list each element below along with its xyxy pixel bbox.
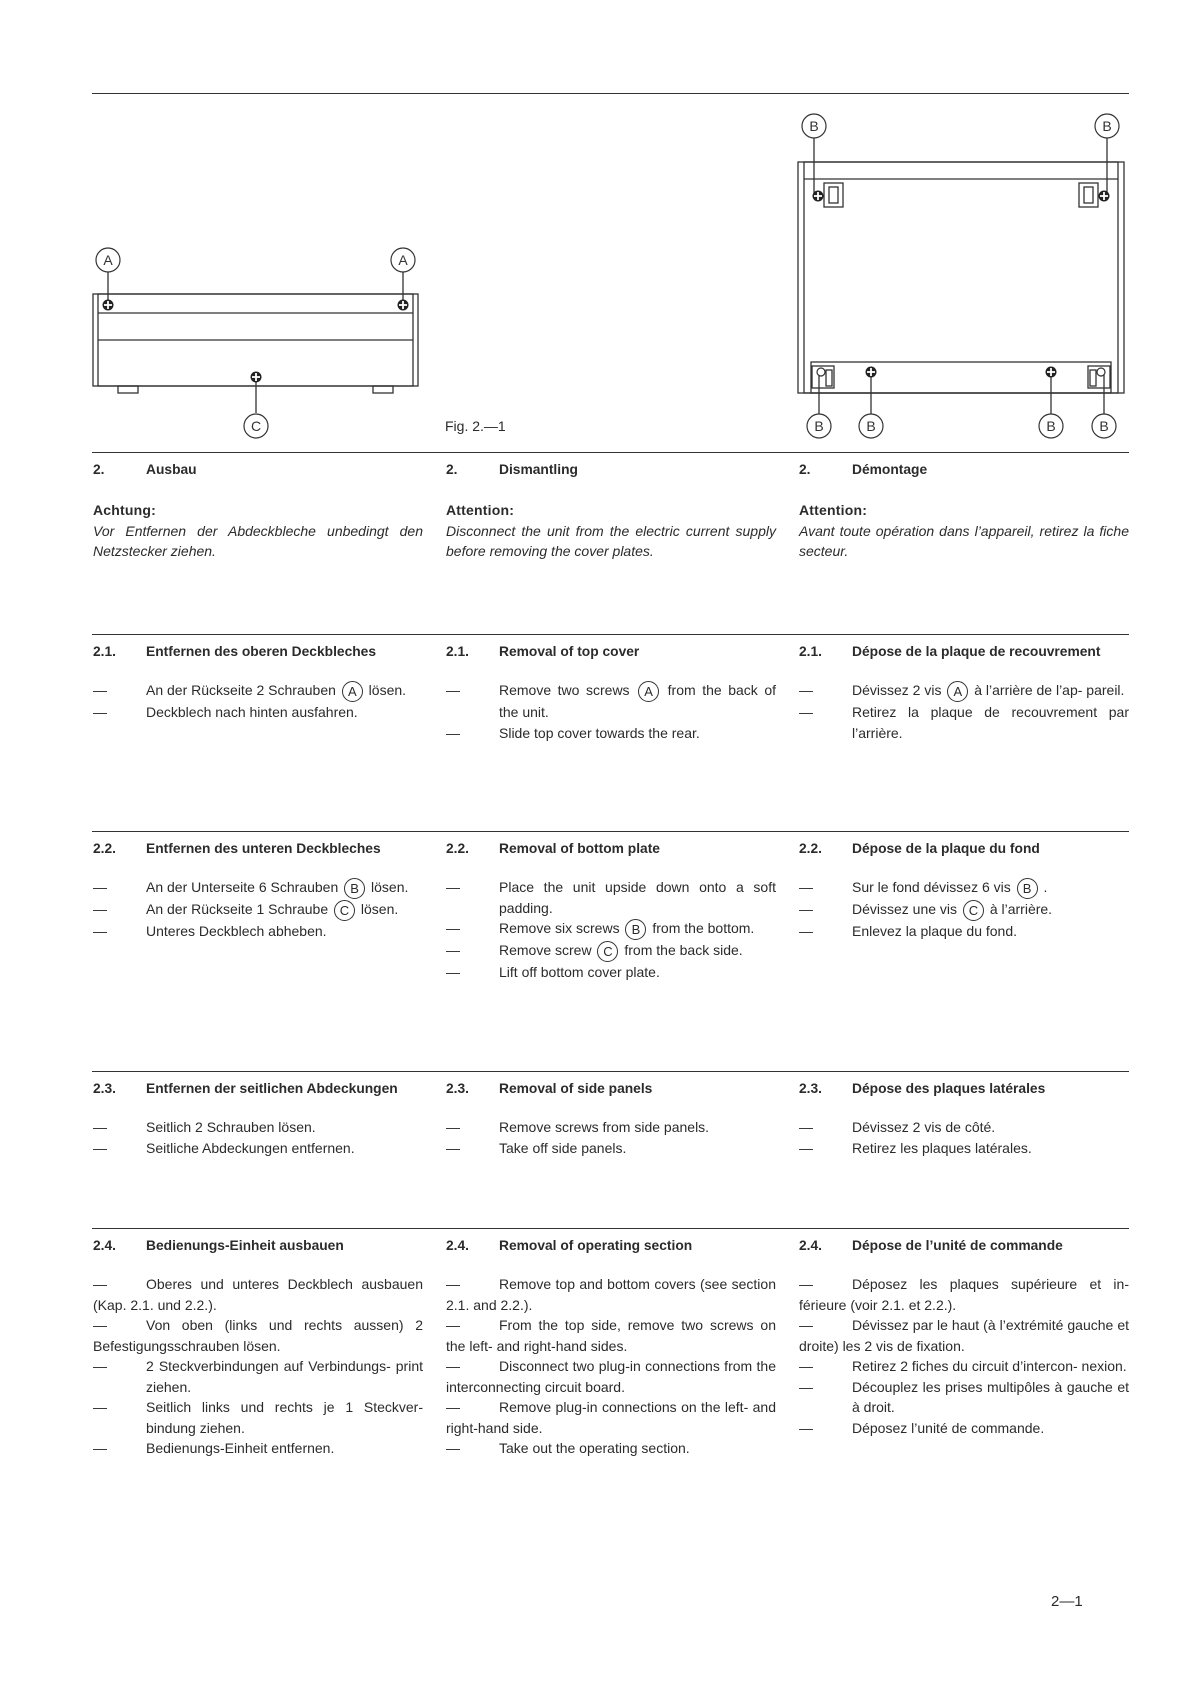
dash-bullet: — xyxy=(93,1317,107,1333)
dash-bullet: — xyxy=(446,942,460,958)
list-item xyxy=(93,1356,423,1397)
dash-bullet: — xyxy=(446,1139,460,1156)
section-number: 2.3. xyxy=(799,1081,823,1096)
dash-bullet: — xyxy=(799,1139,813,1156)
step-text: Retirez 2 fiches du circuit d’intercon- nexion. xyxy=(852,1358,1127,1374)
section-heading xyxy=(93,642,423,664)
step-text: Remove screw xyxy=(499,942,592,958)
list-item xyxy=(799,702,1129,743)
list-item xyxy=(446,918,776,940)
step-text: From the top side, remove two screws on the left- and right-hand sides. xyxy=(446,1317,776,1354)
list-item xyxy=(446,1397,776,1438)
list-item xyxy=(446,1274,776,1315)
list-item xyxy=(446,723,776,744)
dash-bullet: — xyxy=(93,704,107,720)
callout-circle: B xyxy=(344,878,365,899)
step-list xyxy=(799,680,1129,743)
dash-bullet: — xyxy=(93,879,107,895)
step-text-after: lösen. xyxy=(360,901,399,917)
callout-circle: A xyxy=(342,681,363,702)
dash-bullet: — xyxy=(446,964,460,980)
dash-bullet: — xyxy=(93,1139,107,1156)
callout-label-b: B xyxy=(814,418,824,434)
section-number: 2.2. xyxy=(446,841,470,856)
step-text: Retirez les plaques latérales. xyxy=(852,1139,1032,1156)
step-list xyxy=(799,1117,1129,1158)
callout-label-b: B xyxy=(1099,418,1109,434)
section-rule xyxy=(92,1228,1129,1229)
list-item xyxy=(93,1117,423,1138)
section-column-de xyxy=(93,642,423,723)
step-text-after: lösen. xyxy=(371,879,409,895)
section-number: 2.1. xyxy=(446,644,470,659)
section-column-fr xyxy=(799,839,1129,942)
section-title: Dépose des plaques latérales xyxy=(852,1081,1046,1096)
section-title: Bedienungs-Einheit ausbauen xyxy=(146,1238,344,1253)
step-list xyxy=(446,1117,776,1158)
list-item xyxy=(799,1418,1129,1439)
step-text: An der Rückseite 1 Schraube xyxy=(146,901,329,917)
list-item xyxy=(446,877,776,918)
step-text: Disconnect two plug-in connections from the interconnecting circuit board. xyxy=(446,1358,776,1395)
intro-column-de xyxy=(93,460,423,562)
callout-circle: C xyxy=(963,900,984,921)
list-item xyxy=(93,1397,423,1438)
step-text: Take off side panels. xyxy=(499,1139,627,1156)
section-rule xyxy=(92,1071,1129,1072)
attention-text: Vor Entfernen der Abdeckbleche unbedingt den Netzstecker ziehen. xyxy=(93,522,423,559)
section-title: Removal of side panels xyxy=(499,1081,653,1096)
dash-bullet: — xyxy=(93,1358,107,1374)
dash-bullet: — xyxy=(446,920,460,936)
callout-circle: C xyxy=(597,941,618,962)
section-heading xyxy=(799,1236,1129,1258)
section-title: Entfernen der seitlichen Abdeckungen xyxy=(146,1081,398,1096)
dash-bullet: — xyxy=(446,1119,460,1135)
list-item xyxy=(799,899,1129,921)
list-item xyxy=(799,680,1129,702)
dash-bullet: — xyxy=(93,1440,107,1456)
dash-bullet: — xyxy=(93,901,107,917)
list-item xyxy=(93,1274,423,1315)
step-text: Déposez l’unité de commande. xyxy=(852,1419,1045,1436)
list-item xyxy=(799,1315,1129,1356)
step-text: An der Unterseite 6 Schrauben xyxy=(146,879,339,895)
step-text: Dévissez 2 vis de côté. xyxy=(852,1119,996,1135)
step-text: 2 Steckverbindungen auf Verbindungs- print ziehen. xyxy=(146,1358,423,1395)
step-text: Slide top cover towards the rear. xyxy=(499,724,700,741)
attention-label: Attention: xyxy=(799,502,868,518)
step-text: Remove top and bottom covers (see section 2.1. and 2.2.). xyxy=(446,1276,776,1313)
dash-bullet: — xyxy=(93,682,107,698)
step-text-after: from the back of the unit. xyxy=(499,682,776,720)
step-text: Enlevez la plaque du fond. xyxy=(852,923,1018,939)
step-text-after: . xyxy=(1043,879,1048,895)
step-text: Unteres Deckblech abheben. xyxy=(146,923,327,939)
section-title: Dépose de la plaque du fond xyxy=(852,841,1040,856)
callout-label-a: A xyxy=(398,252,408,268)
list-item xyxy=(93,899,423,921)
dash-bullet: — xyxy=(799,1419,813,1436)
top-view-drawing xyxy=(798,138,1124,414)
step-text-after: à l’arrière. xyxy=(989,901,1053,917)
section-number: 2.4. xyxy=(799,1238,823,1253)
section-heading: 2. Démontage xyxy=(799,462,928,477)
callout-label-a: A xyxy=(103,252,113,268)
callout-label-b: B xyxy=(866,418,876,434)
attention-text: Avant toute opération dans l’appareil, retirez la fiche secteur. xyxy=(799,522,1129,559)
section-column-fr xyxy=(799,1236,1129,1438)
section-heading xyxy=(93,1236,423,1258)
section-title: Removal of operating section xyxy=(499,1238,693,1253)
callout-circle: A xyxy=(947,681,968,702)
step-text-after: à l’arrière de l’ap- pareil. xyxy=(974,682,1125,698)
dash-bullet: — xyxy=(799,1358,813,1374)
dash-bullet: — xyxy=(93,1276,107,1292)
step-text: Seitliche Abdeckungen entfernen. xyxy=(146,1139,355,1156)
callout-circle: C xyxy=(334,900,355,921)
page-number: 2—1 xyxy=(1051,1593,1083,1610)
step-text: Take out the operating section. xyxy=(499,1440,690,1456)
dash-bullet: — xyxy=(799,879,813,895)
dash-bullet: — xyxy=(799,901,813,917)
dash-bullet: — xyxy=(93,1399,107,1415)
dash-bullet: — xyxy=(799,682,813,698)
section-column-de xyxy=(93,1236,423,1459)
step-text: Sur le fond dévissez 6 vis xyxy=(852,879,1011,895)
list-item xyxy=(799,921,1129,942)
step-text: Remove screws from side panels. xyxy=(499,1119,710,1135)
section-heading xyxy=(446,642,776,664)
attention-label: Attention: xyxy=(446,502,515,518)
dash-bullet: — xyxy=(446,682,460,698)
dash-bullet: — xyxy=(799,1378,813,1395)
step-text-after: from the back side. xyxy=(624,942,743,958)
section-rule xyxy=(92,452,1129,453)
list-item xyxy=(799,1274,1129,1315)
dash-bullet: — xyxy=(799,1119,813,1135)
list-item xyxy=(446,680,776,723)
section-number: 2.2. xyxy=(93,841,117,856)
step-text: Dévissez par le haut (à l’extrémité gauche et droite) les 2 vis de fixation. xyxy=(799,1317,1129,1354)
step-text: Retirez la plaque de recouvrement par l’arrière. xyxy=(852,704,1129,741)
section-title: Removal of top cover xyxy=(499,644,640,659)
section-column-en xyxy=(446,1236,776,1459)
step-text-after: lösen. xyxy=(368,682,407,698)
list-item xyxy=(93,1438,423,1459)
dash-bullet: — xyxy=(446,724,460,741)
intro-column-fr xyxy=(799,460,1129,562)
dash-bullet: — xyxy=(799,1276,813,1292)
list-item xyxy=(446,1117,776,1138)
step-list xyxy=(93,1117,423,1158)
step-text: Découplez les prises multipôles à gauche et à droit. xyxy=(852,1378,1129,1415)
section-heading xyxy=(446,839,776,861)
dash-bullet: — xyxy=(446,1276,460,1292)
list-item xyxy=(93,877,423,899)
step-list xyxy=(93,680,423,723)
list-item xyxy=(446,1356,776,1397)
list-item xyxy=(446,940,776,962)
callout-label-b: B xyxy=(1102,118,1112,134)
step-text: Déposez les plaques supérieure et in- férieure (voir 2.1. et 2.2.). xyxy=(799,1276,1129,1313)
section-column-en xyxy=(446,1079,776,1158)
dash-bullet: — xyxy=(446,879,460,895)
attention-text: Disconnect the unit from the electric current supply before removing the cover plates. xyxy=(446,522,776,559)
section-heading xyxy=(446,1236,776,1258)
step-text: Place the unit upside down onto a soft padding. xyxy=(499,879,776,916)
step-text: Oberes und unteres Deckblech ausbauen (Kap. 2.1. und 2.2.). xyxy=(93,1276,423,1313)
list-item xyxy=(93,1315,423,1356)
section-title: Dépose de l’unité de commande xyxy=(852,1238,1063,1253)
list-item xyxy=(446,962,776,983)
callout-circle: A xyxy=(638,681,659,702)
section-heading xyxy=(799,642,1129,664)
dash-bullet: — xyxy=(446,1317,460,1333)
section-heading xyxy=(799,839,1129,861)
list-item xyxy=(446,1315,776,1356)
list-item xyxy=(93,921,423,942)
section-number: 2.1. xyxy=(93,644,117,659)
callout-label-b: B xyxy=(809,118,819,134)
section-rule xyxy=(92,831,1129,832)
dash-bullet: — xyxy=(799,923,813,939)
step-list xyxy=(93,1274,423,1459)
step-text: Dévissez une vis xyxy=(852,901,958,917)
step-text: Von oben (links und rechts aussen) 2 Befestigungsschrauben lösen. xyxy=(93,1317,423,1354)
step-list xyxy=(799,1274,1129,1438)
figure-caption: Fig. 2.—1 xyxy=(445,418,506,434)
list-item xyxy=(93,680,423,702)
step-list xyxy=(93,877,423,942)
step-list xyxy=(446,680,776,743)
list-item xyxy=(799,1138,1129,1159)
list-item xyxy=(799,1356,1129,1377)
dash-bullet: — xyxy=(446,1440,460,1456)
step-list xyxy=(446,1274,776,1459)
section-title: Entfernen des oberen Deckbleches xyxy=(146,644,377,659)
step-text: Remove plug-in connections on the left- and right-hand side. xyxy=(446,1399,776,1436)
section-title: Removal of bottom plate xyxy=(499,841,660,856)
list-item xyxy=(799,877,1129,899)
section-column-en xyxy=(446,839,776,983)
callout-label-c: C xyxy=(250,418,262,434)
callout-circle: B xyxy=(1017,878,1038,899)
section-column-fr xyxy=(799,642,1129,743)
section-number: 2.1. xyxy=(799,644,823,659)
dash-bullet: — xyxy=(93,923,107,939)
section-column-en xyxy=(446,642,776,743)
section-number: 2.4. xyxy=(446,1238,470,1253)
screw-icon xyxy=(103,191,1110,383)
section-heading: 2. Ausbau xyxy=(93,462,197,477)
section-heading xyxy=(799,1079,1129,1101)
callout-circle: B xyxy=(625,919,646,940)
list-item xyxy=(799,1377,1129,1418)
list-item xyxy=(446,1438,776,1459)
section-heading: 2. Dismantling xyxy=(446,462,578,477)
section-heading xyxy=(93,839,423,861)
dash-bullet: — xyxy=(799,1317,813,1333)
section-rule xyxy=(92,634,1129,635)
section-column-fr xyxy=(799,1079,1129,1158)
section-title: Dépose de la plaque de recouvrement xyxy=(852,644,1101,659)
front-view-drawing xyxy=(93,272,418,413)
figure-diagram xyxy=(0,0,1192,450)
dash-bullet: — xyxy=(446,1399,460,1415)
dash-bullet: — xyxy=(799,704,813,720)
section-heading xyxy=(446,1079,776,1101)
step-text: Lift off bottom cover plate. xyxy=(499,964,660,980)
callout-label-b: B xyxy=(1046,418,1056,434)
section-number: 2.4. xyxy=(93,1238,117,1253)
step-text: Deckblech nach hinten ausfahren. xyxy=(146,704,358,720)
step-list xyxy=(799,877,1129,942)
dash-bullet: — xyxy=(446,1358,460,1374)
list-item xyxy=(446,1138,776,1159)
dash-bullet: — xyxy=(93,1119,107,1135)
step-text: Remove six screws xyxy=(499,920,620,936)
list-item xyxy=(799,1117,1129,1138)
list-item xyxy=(93,1138,423,1159)
step-text: Seitlich links und rechts je 1 Steckver- bindung ziehen. xyxy=(146,1399,423,1436)
step-text-after: from the bottom. xyxy=(652,920,755,936)
step-text: An der Rückseite 2 Schrauben xyxy=(146,682,336,698)
section-title: Entfernen des unteren Deckbleches xyxy=(146,841,381,856)
section-column-de xyxy=(93,1079,423,1158)
list-item xyxy=(93,702,423,723)
step-text: Dévissez 2 vis xyxy=(852,682,942,698)
step-list xyxy=(446,877,776,983)
section-heading xyxy=(93,1079,423,1101)
section-number: 2.3. xyxy=(446,1081,470,1096)
step-text: Remove two screws xyxy=(499,682,630,698)
section-number: 2.2. xyxy=(799,841,823,856)
section-column-de xyxy=(93,839,423,942)
attention-label: Achtung: xyxy=(93,502,157,518)
intro-column-en xyxy=(446,460,776,562)
step-text: Seitlich 2 Schrauben lösen. xyxy=(146,1119,316,1135)
section-number: 2.3. xyxy=(93,1081,117,1096)
step-text: Bedienungs-Einheit entfernen. xyxy=(146,1440,335,1456)
